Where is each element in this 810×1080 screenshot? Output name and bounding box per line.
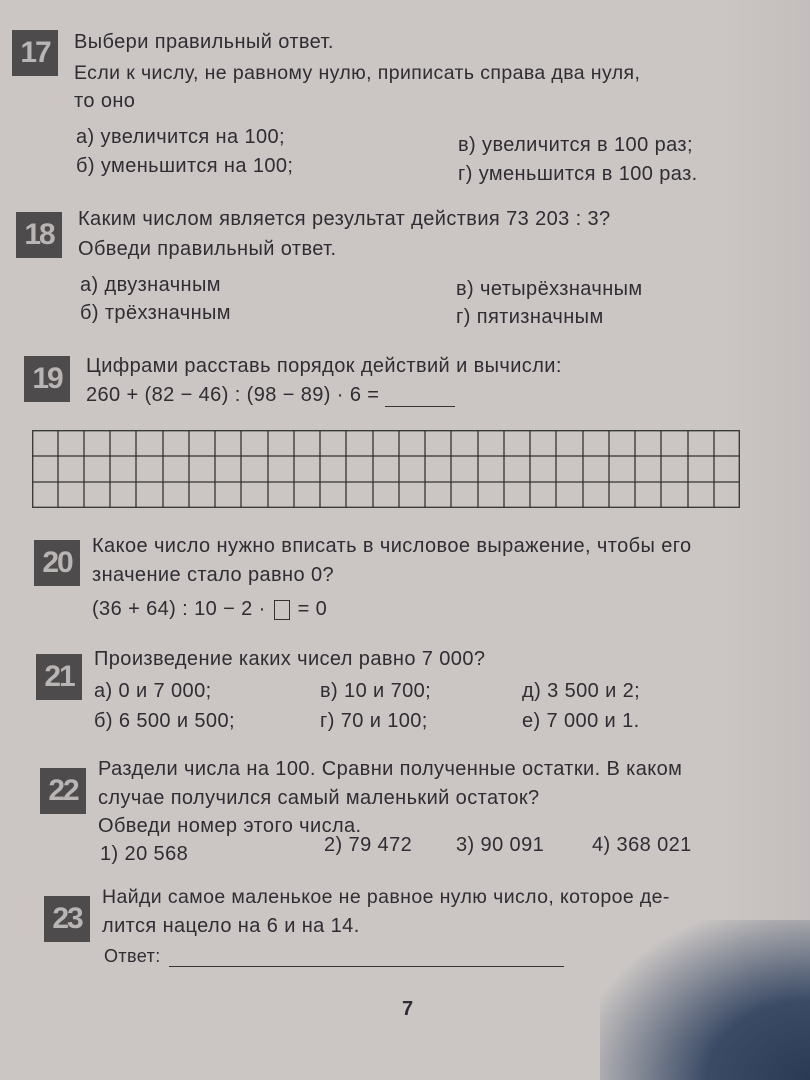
task-22-question-line-2: случае получился самый маленький остаток? <box>98 787 540 809</box>
task-19-expression-text: 260 + (82 − 46) : (98 − 89) · 6 = <box>86 384 380 406</box>
task-number-21: 21 <box>36 654 82 700</box>
task-20-question-line-2: значение стало равно 0? <box>92 564 335 586</box>
task-18-option-b[interactable]: б) трёхзначным <box>80 302 231 324</box>
task-number-23: 23 <box>44 896 90 942</box>
page-number: 7 <box>402 998 414 1020</box>
task-17-option-g[interactable]: г) уменьшится в 100 раз. <box>458 163 698 185</box>
task-22-option-1[interactable]: 1) 20 568 <box>100 843 189 865</box>
hand-shadow <box>600 920 810 1080</box>
task-19-answer-line[interactable] <box>385 386 455 407</box>
calculation-grid[interactable] <box>32 430 740 508</box>
task-22-option-3[interactable]: 3) 90 091 <box>456 834 545 856</box>
task-20-expression-left: (36 + 64) : 10 − 2 · <box>92 598 266 620</box>
task-19-question-line-1: Цифрами расставь порядок действий и вычисли: <box>86 355 562 377</box>
task-22-option-4[interactable]: 4) 368 021 <box>592 834 692 856</box>
task-18-question-line-2: Обведи правильный ответ. <box>78 238 337 260</box>
task-17-question-line-1: Выбери правильный ответ. <box>74 31 334 53</box>
task-23-question-line-1: Найди самое маленькое не равное нулю число, которое де- <box>102 886 670 908</box>
task-number-19: 19 <box>24 356 70 402</box>
task-22-question-line-1: Раздели числа на 100. Сравни полученные остатки. В каком <box>98 758 683 780</box>
task-18-option-v[interactable]: в) четырёхзначным <box>456 278 643 300</box>
task-number-20: 20 <box>34 540 80 586</box>
page-bleed <box>720 0 810 1080</box>
task-23-answer-line[interactable] <box>169 946 564 967</box>
task-20-expression-right: = 0 <box>297 598 328 620</box>
task-21-option-d[interactable]: д) 3 500 и 2; <box>522 680 641 702</box>
task-20-question-line-1: Какое число нужно вписать в числовое выражение, чтобы его <box>92 535 692 557</box>
task-23-answer <box>104 946 564 967</box>
task-number-17: 17 <box>12 30 58 76</box>
task-17-option-a[interactable]: а) увеличится на 100; <box>76 126 286 148</box>
task-21-question-line-1: Произведение каких чисел равно 7 000? <box>94 648 486 670</box>
task-21-option-b[interactable]: б) 6 500 и 500; <box>94 710 235 732</box>
task-22-option-2[interactable]: 2) 79 472 <box>324 834 413 856</box>
task-17-question-line-2: Если к числу, не равному нулю, приписать справа два нуля, <box>74 62 641 84</box>
task-22-question-line-3: Обведи номер этого числа. <box>98 815 362 837</box>
task-19-expression <box>86 384 455 407</box>
task-17-option-b[interactable]: б) уменьшится на 100; <box>76 155 294 177</box>
task-23-answer-label: Ответ: <box>104 946 161 966</box>
task-17-question-line-3: то оно <box>74 90 136 112</box>
task-21-option-g[interactable]: г) 70 и 100; <box>320 710 428 732</box>
task-number-18: 18 <box>16 212 62 258</box>
task-number-22: 22 <box>40 768 86 814</box>
task-18-question-line-1: Каким числом является результат действия 73 203 : 3? <box>78 208 611 230</box>
task-18-option-a[interactable]: а) двузначным <box>80 274 221 296</box>
task-17-option-v[interactable]: в) увеличится в 100 раз; <box>458 134 693 156</box>
task-18-option-g[interactable]: г) пятизначным <box>456 306 604 328</box>
task-20-answer-box[interactable] <box>274 600 290 620</box>
task-23-question-line-2: лится нацело на 6 и на 14. <box>102 915 360 937</box>
task-21-option-a[interactable]: а) 0 и 7 000; <box>94 680 212 702</box>
task-21-option-e[interactable]: е) 7 000 и 1. <box>522 710 640 732</box>
task-21-option-v[interactable]: в) 10 и 700; <box>320 680 432 702</box>
task-20-expression <box>92 598 327 621</box>
